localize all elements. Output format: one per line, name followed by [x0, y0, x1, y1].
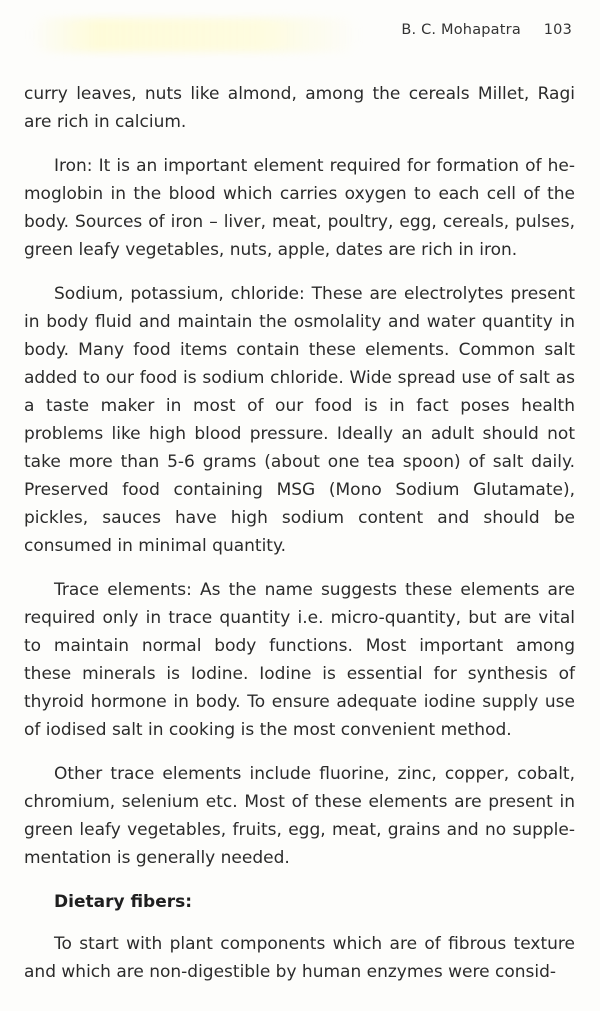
- section-heading-dietary-fibers: Dietary fibers:: [54, 892, 193, 912]
- paragraph-trace-elements: Trace elements: As the name suggests these elements are required only in trace quantity i.e. micro-quantity, but are vital to maintain normal body functions. Most important among these minerals is Iodine. Iodine is essential for synthesis of thyroid hormone in body. To ensure adequate iodine supply use of iodised salt in cooking is the most convenient method.: [24, 580, 575, 740]
- paragraph-electrolytes: Sodium, potassium, chloride: These are electrolytes present in body fluid and maintain the osmolality and water quantity in body. Many food items contain these elements. Common salt added to our food is sodium chloride. Wide spread use of salt as a taste maker in most of our food is in fact poses health problems like high blood pressure. Ideally an adult should not take more than 5-6 grams (about one tea spoon) of salt daily. Preserved food containing MSG (Mono Sodium Glutamate), pickles, sauces have high sodium content and should be consumed in minimal quantity.: [24, 284, 575, 556]
- paragraph-iron: Iron: It is an important element required for formation of hemoglobin in the blood which carries oxygen to each cell of the body. Sources of iron – liver, meat, poultry, egg, cereals, pulses, green leafy vegetables, nuts, apple, dates are rich in iron.: [24, 156, 575, 260]
- paragraph-other-trace-elements: Other trace elements include fluorine, zinc, copper, cobalt, chromium, selenium etc. Most of these elements are present in green leafy vegetables, fruits, egg, meat, grains and no supplementation is generally needed.: [24, 764, 575, 868]
- body-text: [24, 80, 575, 1002]
- page-smudge: [30, 18, 360, 52]
- running-header: [401, 22, 572, 38]
- paragraph-dietary-fibers: To start with plant components which are of fibrous texture and which are non-digestible by human enzymes were consid-: [24, 934, 575, 982]
- page-number: 103: [543, 22, 572, 38]
- header-author: B. C. Mohapatra: [401, 22, 521, 38]
- paragraph-calcium-continued: curry leaves, nuts like almond, among the cereals Millet, Ragi are rich in calcium.: [24, 84, 575, 132]
